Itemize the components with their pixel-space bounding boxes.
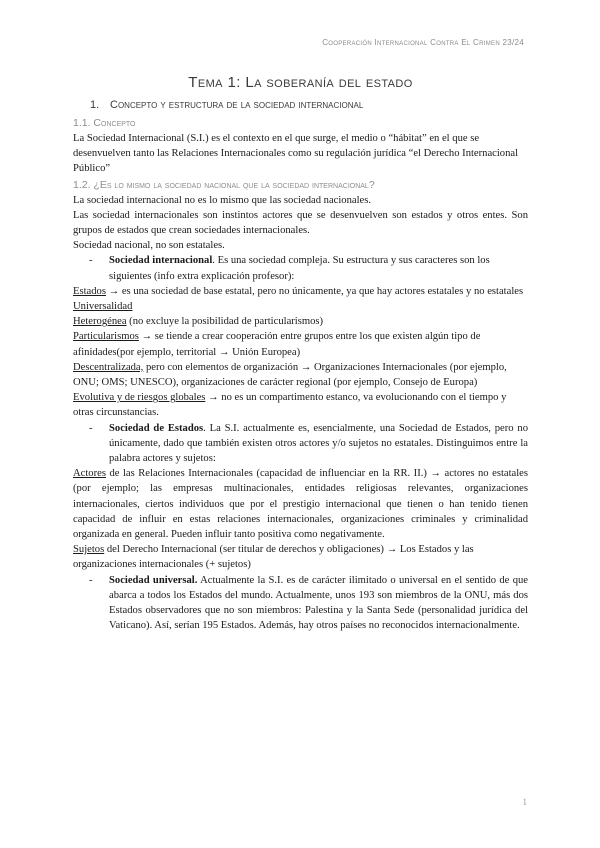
text-particularismos: → se tiende a crear cooperación entre grupos entre los que existen algún tipo de afinidades(por ejemplo, territorial → Unión Europea) [73, 331, 481, 358]
bullet-sociedad-de-estados [73, 421, 528, 467]
bullet-text: . La S.I. actualmente es, esencialmente, una Sociedad de Estados, pero no únicamente, dado que también existen otros actores y/o sujetos no estatales. Distinguimos entre la palabra actores y sujetos: [109, 422, 528, 465]
paragraph-sujetos-def [73, 542, 528, 572]
paragraph-actores-def [73, 466, 528, 542]
bullet-dash: - [89, 422, 93, 434]
term-evolutiva: Evolutiva y de riesgos globales [73, 392, 206, 404]
term-actores: Actores [73, 468, 106, 480]
paragraph-descentralizada [73, 360, 528, 390]
paragraph-estados [73, 284, 528, 299]
running-header: Cooperación Internacional Contra El Crimen 23/24 [322, 38, 524, 47]
bullet-term: Sociedad de Estados [109, 422, 204, 434]
text-sujetos: del Derecho Internacional (ser titular de derechos y obligaciones) → Los Estados y las organizaciones internacionales (+ sujetos) [73, 544, 474, 571]
subheading-concepto: 1.1. Concepto [73, 117, 136, 129]
term-heterogenea: Heterogénea [73, 316, 127, 328]
bullet-sociedad-universal [73, 573, 528, 634]
text-descentralizada: pero con elementos de organización → Organizaciones Internacionales (por ejemplo, ONU; OMS; UNESCO), organizaciones de carácter regional (por ejemplo, Consejo de Europa) [73, 361, 507, 389]
paragraph-no-es-lo-mismo: La sociedad internacional no es lo mismo que las sociedad nacionales. [73, 194, 372, 206]
bullet-term: Sociedad universal. [109, 574, 198, 586]
paragraph-evolutiva [73, 390, 528, 420]
page-number: 1 [522, 797, 527, 807]
bullet-text: . Es una sociedad compleja. Su estructura y sus caracteres son los siguientes (info extra explicación profesor): [109, 255, 490, 282]
paragraph-sociedad-nacional: Sociedad nacional, no son estatales. [73, 240, 225, 252]
term-descentralizada: Descentralizada, [73, 361, 144, 373]
section-heading [90, 99, 528, 111]
term-universalidad: Universalidad [73, 301, 133, 313]
text-estados: → es una sociedad de base estatal, pero no únicamente, ya que hay actores estatales y no estatales [105, 285, 524, 297]
text-heterogenea: (no excluye la posibilidad de particularismos) [126, 316, 324, 328]
section-number: 1. [90, 99, 100, 111]
bullet-term: Sociedad internacional [109, 255, 213, 267]
bullet-dash: - [89, 574, 93, 586]
paragraph-concepto: La Sociedad Internacional (S.I.) es el contexto en el que surge, el medio o “hábitat” en el que se desenvuelven tanto las Relaciones Internacionales como su regulación jurídica “el Derecho Internacional Público” [73, 133, 519, 175]
bullet-text: Actualmente la S.I. es de carácter ilimitado o universal en el sentido de que abarca a todos los Estados del mundo. Actualmente, unos 193 son miembros de la ONU, más dos Estados observadores que no son miembros: Palestina y la Santa Sede (personalidad jurídica del Vaticano). Así, serían 195 Estados. Además, hay otros países no reconocidos internacionalmente. [109, 574, 528, 632]
subheading-comparacion: 1.2. ¿Es lo mismo la sociedad nacional que la sociedad internacional? [73, 178, 375, 191]
text-evolutiva: → no es un compartimento estanco, va evolucionando con el tiempo y otras circunstancias. [73, 392, 507, 419]
text-actores: de las Relaciones Internacionales (capacidad de influenciar en la RR. II.) → actores no estatales (por ejemplo; las empresas multinacionales, entidades religiosas relevantes, organizaciones internacionales, ciertos individuos que por el prestigio internacional que tienen o han tenido tienen capacidad de influir en estas relaciones internacionales, organizaciones criminales y criminalidad organizada en general. Pueden influir tanto positiva como negativamente. [73, 468, 528, 541]
paragraph-particularismos [73, 329, 528, 359]
term-sujetos: Sujetos [73, 544, 105, 556]
term-particularismos: Particularismos [73, 331, 139, 343]
page-title: Tema 1: La soberanía del estado [188, 74, 413, 91]
bullet-dash: - [89, 255, 93, 267]
bullet-sociedad-internacional [73, 253, 528, 283]
term-estados: Estados [73, 285, 106, 297]
paragraph-actores: Las sociedad internacionales son instintos actores que se desenvuelven son estados y otros entes. Son grupos de estados que crean sociedades internacionales. [73, 209, 528, 237]
page-content [73, 74, 528, 634]
paragraph-heterogenea [73, 314, 528, 329]
section-label: Concepto y estructura de la sociedad internacional [110, 99, 364, 111]
